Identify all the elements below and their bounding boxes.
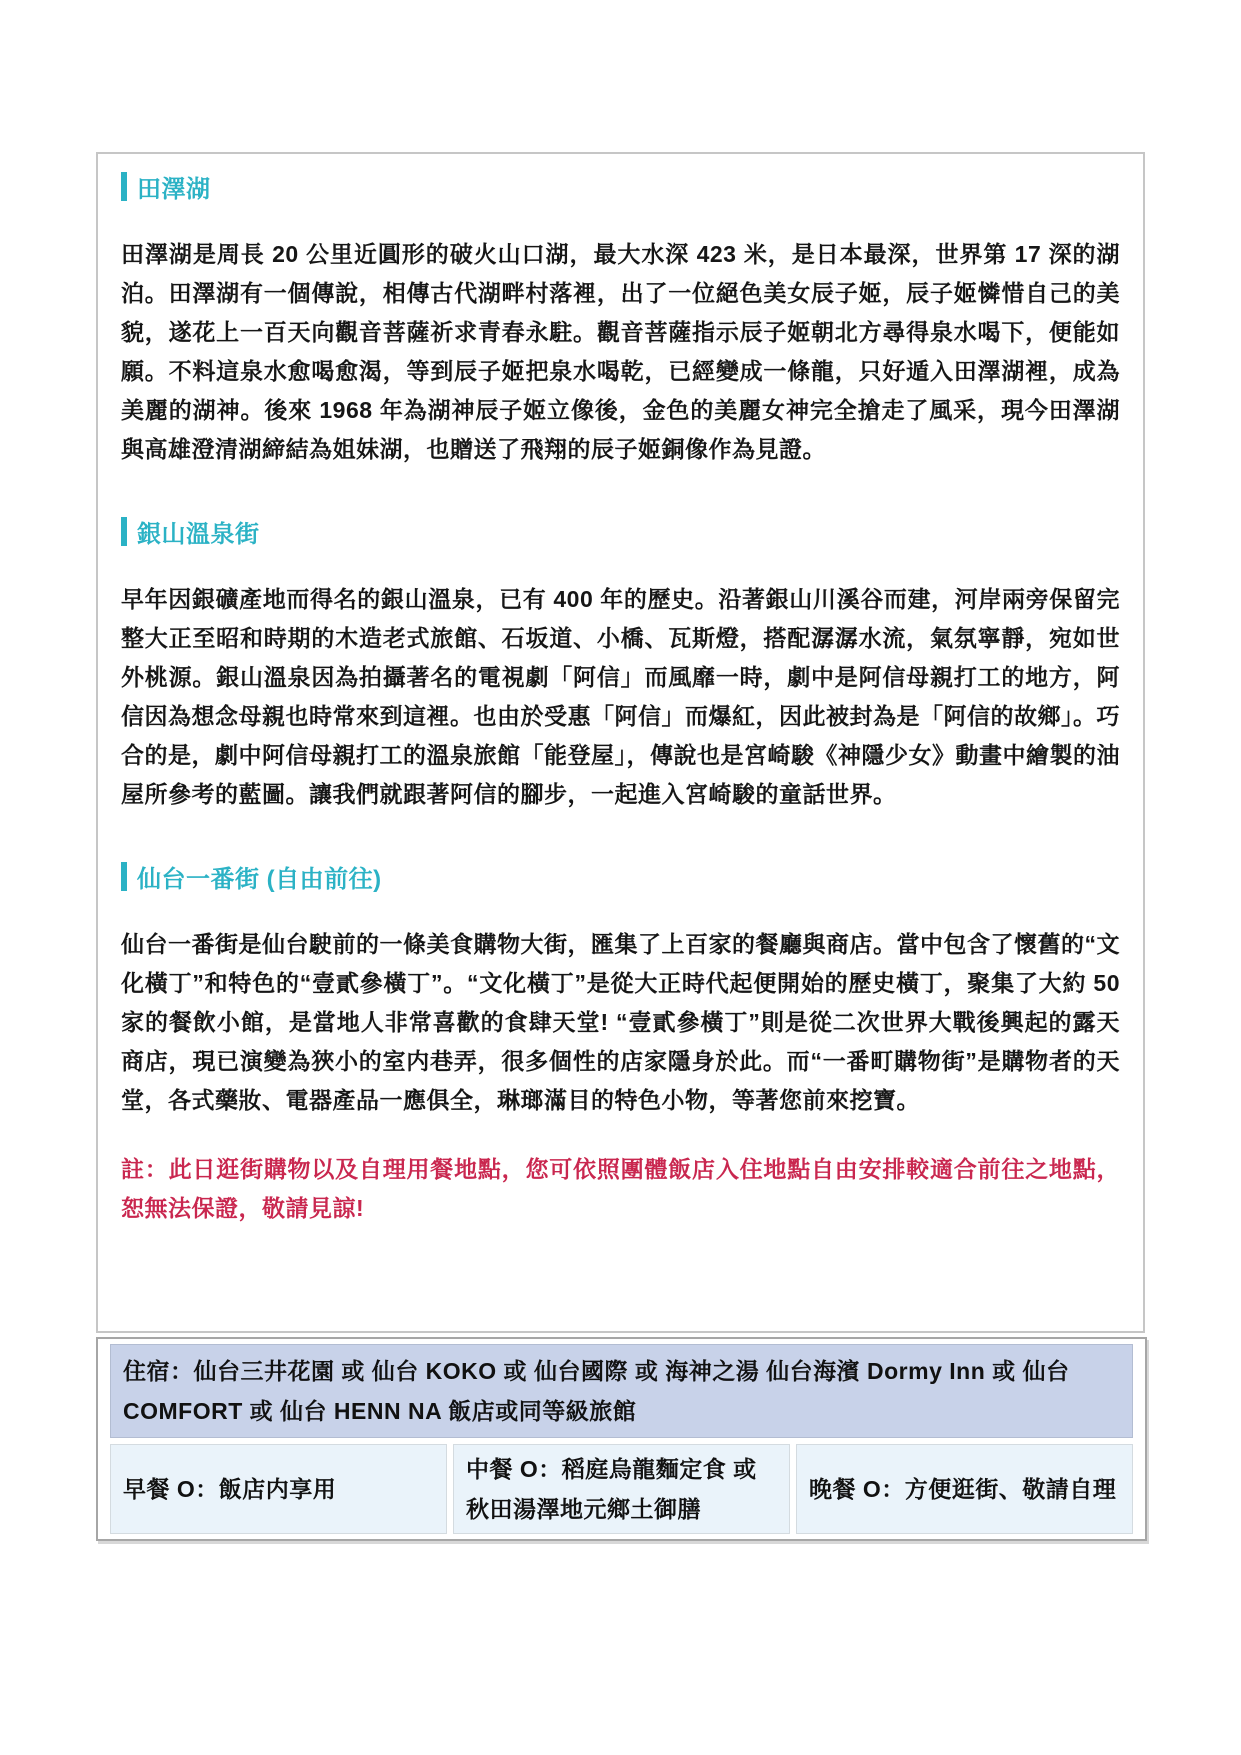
section-heading	[121, 860, 1120, 892]
heading-accent-bar-icon	[121, 172, 127, 201]
section-paragraph: 早年因銀礦產地而得名的銀山溫泉，已有 400 年的歷史。沿著銀山川溪谷而建，河岸兩旁保留完整大正至昭和時期的木造老式旅館、石坂道、小橋、瓦斯燈，搭配潺潺水流，氣氛寧靜，宛如世外桃源。銀山溫泉因為拍攝著名的電視劇「阿信」而風靡一時，劇中是阿信母親打工的地方，阿信因為想念母親也時常來到這裡。也由於受惠「阿信」而爆紅，因此被封為是「阿信的故鄉」。巧合的是，劇中阿信母親打工的溫泉旅館「能登屋」，傳說也是宮崎駿《神隱少女》動畫中繪製的油屋所參考的藍圖。讓我們就跟著阿信的腳步，一起進入宮崎駿的童話世界。	[121, 586, 1120, 807]
hotel-meal-table	[96, 1337, 1147, 1541]
section-title: 田澤湖	[137, 175, 211, 203]
section-title: 仙台一番街 (自由前往)	[137, 865, 382, 893]
itinerary-description-panel	[96, 152, 1145, 1333]
accommodation-row: 住宿：仙台三井花園 或 仙台 KOKO 或 仙台國際 或 海神之湯 仙台海濱 Dormy Inn 或 仙台 COMFORT 或 仙台 HENN NA 飯店或同等級旅館	[110, 1344, 1133, 1438]
meal-row	[110, 1444, 1133, 1534]
heading-accent-bar-icon	[121, 862, 127, 891]
section-sendai-ichibangai	[121, 860, 1120, 1120]
section-paragraph: 田澤湖是周長 20 公里近圓形的破火山口湖，最大水深 423 米，是日本最深，世界第 17 深的湖泊。田澤湖有一個傳說，相傳古代湖畔村落裡，出了一位絕色美女辰子姬，辰子姬憐惜自己的美貌，遂花上一百天向觀音菩薩祈求青春永駐。觀音菩薩指示辰子姬朝北方尋得泉水喝下，便能如願。不料這泉水愈喝愈渴，等到辰子姬把泉水喝乾，已經變成一條龍，只好遁入田澤湖裡，成為美麗的湖神。後來 1968 年為湖神辰子姬立像後，金色的美麗女神完全搶走了風采，現今田澤湖與高雄澄清湖締結為姐妹湖，也贈送了飛翔的辰子姬銅像作為見證。	[121, 241, 1120, 462]
dinner-cell: 晚餐 O：方便逛街、敬請自理	[796, 1444, 1133, 1534]
breakfast-cell: 早餐 O：飯店内享用	[110, 1444, 447, 1534]
section-heading	[121, 170, 1120, 202]
section-paragraph: 仙台一番街是仙台駛前的一條美食購物大街，匯集了上百家的餐廳與商店。當中包含了懷舊的“文化橫丁”和特色的“壹貳參橫丁”。“文化橫丁”是從大正時代起便開始的歷史橫丁，聚集了大約 50 家的餐飲小館，是當地人非常喜歡的食肆天堂! “壹貳參橫丁”則是從二次世界大戰後興起的露天商店，現已演變為狹小的室内巷弄，很多個性的店家隱身於此。而“一番町購物街”是購物者的天堂，各式藥妝、電器產品一應俱全，琳瑯滿目的特色小物，等著您前來挖寶。	[121, 931, 1120, 1113]
section-tazawa-lake	[121, 170, 1120, 469]
section-heading	[121, 515, 1120, 547]
notice-text: 註：此日逛街購物以及自理用餐地點，您可依照團體飯店入住地點自由安排較適合前往之地點，恕無法保證，敬請見諒!	[121, 1156, 1120, 1221]
section-ginzan-onsen	[121, 515, 1120, 814]
heading-accent-bar-icon	[121, 517, 127, 546]
section-title: 銀山溫泉街	[137, 520, 260, 548]
lunch-cell: 中餐 O：稻庭烏龍麵定食 或 秋田湯澤地元鄉土御膳	[453, 1444, 790, 1534]
